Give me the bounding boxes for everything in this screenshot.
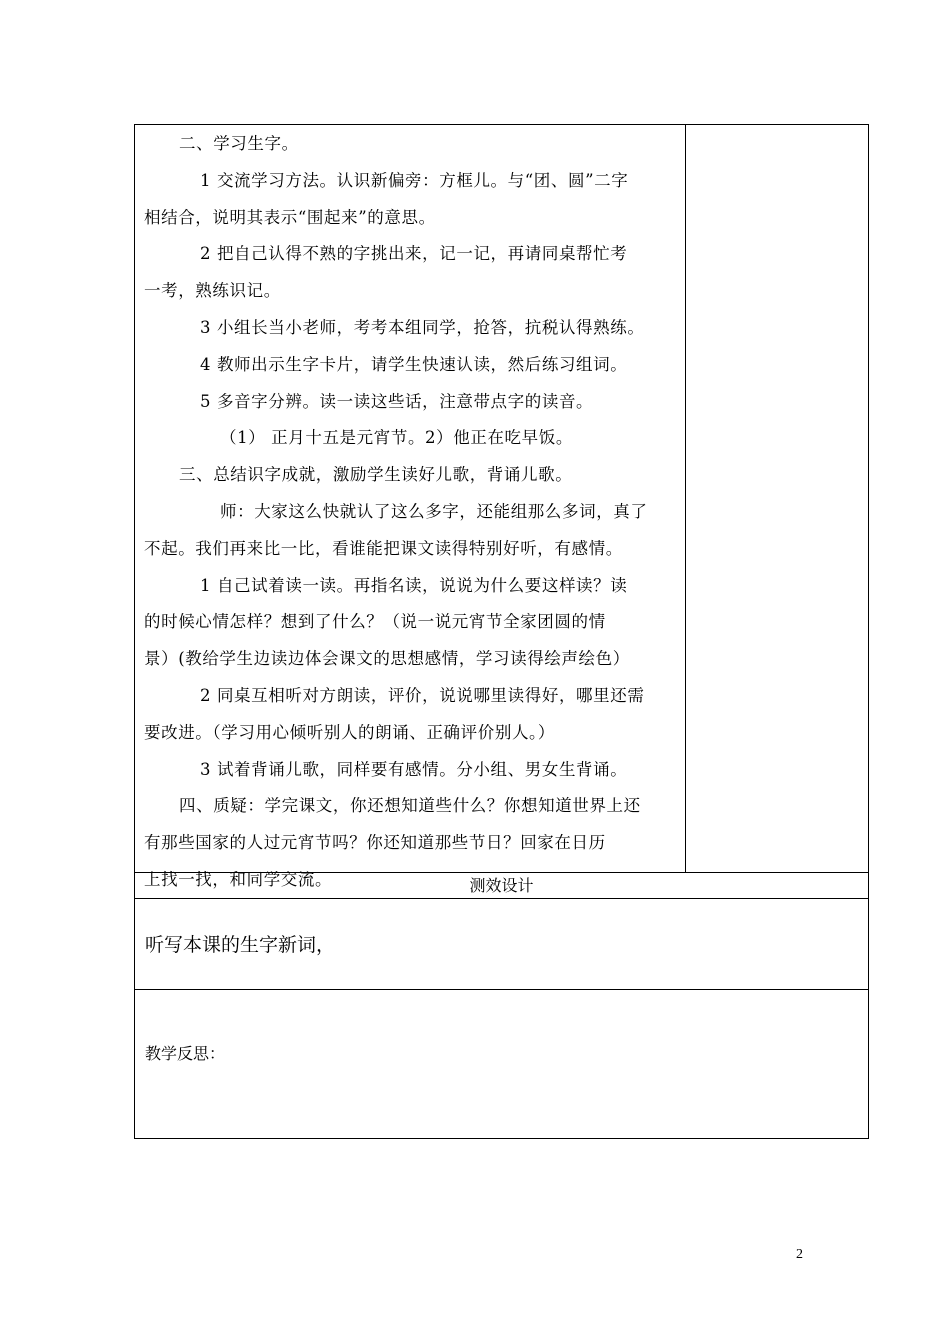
lesson-line: 1 自己试着读一读。再指名读，说说为什么要这样读？读 [200,575,628,595]
lesson-line: 上找一找，和同学交流。 [144,869,333,889]
lesson-line: 2 同桌互相听对方朗读，评价，说说哪里读得好，哪里还需 [200,685,645,705]
lesson-line: 一考，熟练识记。 [144,281,281,301]
lesson-process-cell [144,126,680,899]
lesson-line: 2 把自己认得不熟的字挑出来，记一记，再请同桌帮忙考 [200,244,628,264]
lesson-line: 师：大家这么快就认了这么多字，还能组那么多词，真了 [220,501,648,521]
lesson-line: （1） 正月十五是元宵节。2）他正在吃早饭。 [220,428,573,448]
lesson-line: 1 交流学习方法。认识新偏旁：方框儿。与“团、圆”二字 [200,170,629,190]
page-number: 2 [796,1247,803,1262]
lesson-line: 4 教师出示生字卡片，请学生快速认读，然后练习组词。 [200,354,628,374]
lesson-line: 的时候心情怎样？想到了什么？（说一说元宵节全家团圆的情 [144,612,606,632]
lesson-line: 要改进。（学习用心倾听别人的朗诵、正确评价别人。） [144,722,555,742]
lesson-line: 相结合，说明其表示“围起来”的意思。 [144,207,436,227]
test-design-header: 测效设计 [469,876,534,895]
section-heading: 二、学习生字。 [179,134,299,153]
teaching-reflection-label: 教学反思： [145,1044,226,1063]
lesson-line: 5 多音字分辨。读一读这些话，注意带点字的读音。 [200,391,594,411]
lesson-line: 不起。我们再来比一比，看谁能把课文读得特别好听，有感情。 [144,538,623,558]
lesson-line: 有那些国家的人过元宵节吗？你还知道那些节日？回家在日历 [144,833,606,853]
column-divider [685,124,686,872]
lesson-line: 景）(教给学生边读边体会课文的思想感情，学习读得绘声绘色） [144,649,630,669]
section-heading: 四、质疑：学完课文，你还想知道些什么？你想知道世界上还 [179,796,641,816]
test-design-content: 听写本课的生字新词， [145,934,336,956]
lesson-line: 3 小组长当小老师，考考本组同学，抢答，抗税认得熟练。 [200,317,645,337]
row-divider-test-bottom [134,989,869,990]
section-heading: 三、总结识字成就，激励学生读好儿歌，背诵儿歌。 [179,465,573,485]
lesson-line: 3 试着背诵儿歌，同样要有感情。分小组、男女生背诵。 [200,759,628,779]
